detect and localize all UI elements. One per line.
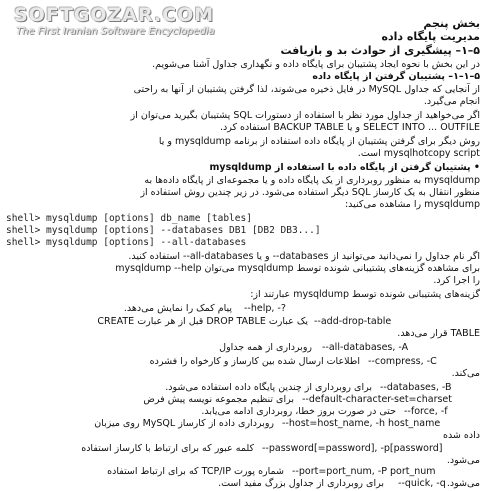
option-description: برای روبرداری از جداول بزرگ مفید است.: [218, 478, 384, 489]
paragraph-1-line-2: انجام می‌گیرد.: [423, 96, 480, 107]
paragraph-5-line-3: را اجرا کرد.: [433, 275, 480, 286]
option-description: پیام کمک را نمایش می‌دهد.: [123, 303, 232, 314]
option-name: --add-drop-table: [314, 316, 392, 327]
option-description: یک عبارت DROP TABLE قبل از هر عبارت CREATE: [97, 316, 308, 327]
option-description: می‌کند.: [451, 368, 480, 379]
option-name: --databases, -B: [380, 382, 452, 393]
code-line-1: shell> mysqldump [options] db_name [tables]: [6, 213, 252, 224]
chapter-title: مدیریت پایگاه داده: [381, 30, 480, 43]
option-description: روبرداری از همه جداول: [219, 342, 312, 353]
option-description: اطلاعات ارسال شده بین کارساز و کارخواه را فشرده: [149, 356, 360, 367]
option-description: داده شده: [442, 430, 480, 441]
paragraph-4-line-3: mysqldump را مشاهده می‌کنید:: [344, 199, 480, 210]
option-description: TABLE قرار می‌دهد.: [397, 328, 480, 339]
option-name: --port=port_num, -P port_num: [292, 466, 436, 477]
paragraph-5-line-2: برای مشاهده گزینه‌های پشتیبانی شونده توسط mysqldump می‌توان mysqldump --help: [115, 263, 480, 274]
option-description: روبرداری داده از کارساز MySQL روی میزبان: [94, 418, 274, 429]
paragraph-1-line-1: از آنجایی که جداول MySQL در فایل ذخیره می‌شوند، لذا گرفتن پشتیبان از آنها به راحتی: [133, 84, 480, 95]
option-name: --all-databases, -A: [322, 342, 409, 353]
options-intro: گزینه‌های پشتیبانی شونده توسط mysqldump عبارتند از:: [250, 289, 480, 300]
paragraph-5-line-1: اگر نام جداول را نمی‌دانید می‌توانید از databases-- و یا all-databases-- استفاده کنید.: [128, 251, 480, 262]
option-name: --help, -?: [244, 303, 286, 314]
option-description: برای روبرداری از چندین پایگاه داده استفاده می‌شود.: [165, 382, 372, 393]
paragraph-3-line-2: mysqlhotcopy script است.: [357, 148, 480, 159]
watermark: [14, 4, 224, 44]
option-description: حتی در صورت بروز خطا، روبرداری ادامه می‌یابد.: [201, 406, 396, 417]
paragraph-3-line-1: روش دیگر برای گرفتن پشتیبان از پایگاه داده استفاده از برنامه mysqldump و یا: [158, 136, 480, 147]
paragraph-2-line-1: اگر می‌خواهید از جداول مورد نظر با استفاده از دستورات SQL پشتیبان بگیرید می‌توان از: [130, 110, 480, 121]
option-name: --quick, -q: [398, 478, 446, 489]
option-name: --compress, -C: [368, 356, 437, 367]
option-description: برای تنظیم مجموعه نویسه پیش فرض: [143, 394, 294, 405]
paragraph-2-line-2: SELECT INTO ... OUTFILE و یا BACKUP TABLE استفاده کرد.: [219, 122, 480, 133]
watermark-logo: SOFTGOZAR.COM: [14, 4, 215, 26]
subsection-heading: ۵–۱–۱– پشتیبان گرفتن از پایگاه داده: [312, 71, 480, 82]
option-name: --default-character-set=charset: [302, 394, 452, 405]
paragraph-4-line-2: منظور انتقال به یک کارساز SQL دیگر استفاده می‌شود. در زیر چندین روش استفاده از: [140, 187, 480, 198]
option-description: شماره پورت TCP/IP که برای ارتباط استفاده: [107, 466, 284, 477]
option-description: می‌شود.: [446, 478, 480, 489]
option-name: --host=host_name, -h host_name: [282, 418, 441, 429]
chapter-label: بخش پنجم: [423, 17, 480, 30]
bullet-heading: • پشتیبان گرفتن از پایگاه داده با استفاده از mysqldump: [209, 162, 480, 173]
option-description: می‌شود.: [446, 455, 480, 466]
watermark-subtitle: The First Iranian Software Encyclopedia: [16, 26, 215, 37]
code-line-2: shell> mysqldump [options] --databases DB1 [DB2 DB3...]: [6, 225, 321, 236]
option-name: --force, -f: [404, 406, 448, 417]
intro-paragraph: در این بخش با نحوه ایجاد پشتیبان برای پایگاه داده و نگهداری جداول آشنا می‌شویم.: [152, 59, 480, 70]
paragraph-4-line-1: mysqldump به منظور روبرداری از یک پایگاه داده و یا مجموعه‌ای از پایگاه داده‌ها به: [144, 175, 480, 186]
code-line-3: shell> mysqldump [options] --all-databases: [6, 237, 247, 248]
option-description: کلمه عبور که برای ارتباط با کارساز استفاده: [81, 443, 254, 454]
option-name: --password[=password], -p[password]: [262, 443, 443, 454]
section-heading: ۵–۱– پیشگیری از حوادث بد و بازیافت: [280, 44, 480, 57]
